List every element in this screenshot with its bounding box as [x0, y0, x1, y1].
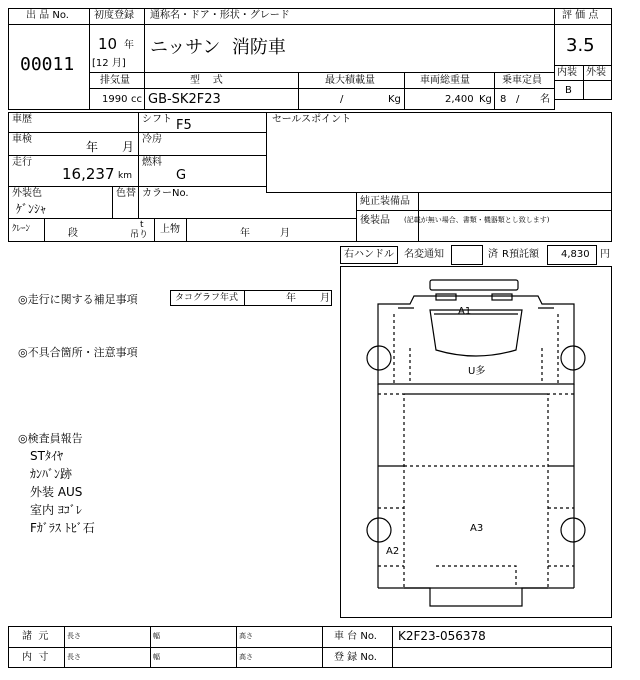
capacity-value: 8: [500, 94, 507, 105]
score-label: 評 価 点: [562, 10, 599, 21]
diagram-mark-a1: A1: [458, 306, 472, 317]
first-reg-month: [12 月]: [92, 58, 126, 69]
aftermarket-note: (記載が無い場合、書類・機器類とし致します): [404, 216, 550, 224]
report-line-5: Fｶﾞﾗｽ ﾄﾋﾞ石: [30, 521, 95, 535]
tachograph-year-unit: 年: [286, 293, 296, 304]
diagram-mark-a2: A2: [386, 546, 400, 557]
first-reg-year-unit: 年: [124, 40, 134, 51]
recycle-unit: 円: [600, 249, 610, 260]
recycle-label: R預託額: [502, 249, 539, 260]
footer-row2-label: 内 寸: [22, 652, 49, 663]
lift-year-unit: 年: [240, 228, 250, 239]
name-change-box: [451, 245, 483, 265]
inspection-year-unit: 年: [86, 140, 99, 154]
footer-height-label-1: 高さ: [239, 632, 253, 640]
exterior-label: 外装: [586, 67, 606, 78]
crane-stage-unit: 段: [68, 228, 78, 239]
lot-label: 出 品 No.: [26, 10, 69, 21]
report-line-1: STﾀｲﾔ: [30, 449, 63, 463]
model-label: 型 式: [190, 75, 223, 86]
gross-weight-value: 2,400: [445, 94, 474, 105]
tachograph-month-unit: 月: [320, 293, 330, 304]
displacement-value: 1990: [102, 94, 128, 105]
driving-notes-heading: ◎走行に関する補足事項: [18, 293, 138, 306]
footer-width-label-2: 幅: [153, 653, 160, 661]
inspection-label: 車検: [12, 134, 32, 145]
lift-month-unit: 月: [280, 228, 290, 239]
capacity-label: 乗車定員: [502, 75, 542, 86]
first-reg-year: 10: [98, 35, 118, 53]
capacity-sep: /: [516, 94, 520, 105]
diagram-mark-a3: A3: [470, 523, 484, 534]
interior-label: 内装: [557, 67, 577, 78]
name-change-label: 名変通知: [404, 249, 444, 260]
defects-heading: ◎不具合箇所・注意事項: [18, 346, 138, 359]
name-label: 通称名・ドア・形状・グレード: [150, 10, 290, 21]
capacity-unit: 名: [540, 94, 550, 105]
fuel-value: G: [176, 168, 187, 183]
color-change-label: 色替: [116, 188, 136, 199]
vehicle-name: ニッサン 消防車: [150, 37, 286, 58]
interior-grade: B: [565, 85, 572, 96]
footer-row1-label: 諸 元: [22, 631, 49, 642]
mileage-label: 走行: [12, 157, 32, 168]
shift-label: シフト: [142, 114, 172, 125]
inspection-month-unit: 月: [122, 140, 135, 154]
gross-weight-unit: Kg: [479, 94, 492, 105]
chassis-label: 車 台 No.: [334, 631, 377, 642]
shift-value: F5: [176, 118, 192, 133]
model-value: GB-SK2F23: [148, 92, 221, 107]
aftermarket-label: 後装品: [360, 215, 390, 226]
crane-ton-unit: t: [140, 220, 144, 230]
rhd-label: 右ハンドル: [344, 249, 394, 260]
displacement-label: 排気量: [100, 75, 130, 86]
crane-hang-unit: 吊り: [130, 230, 149, 240]
footer-length-label-2: 長さ: [67, 653, 81, 661]
tachograph-label: タコグラフ年式: [175, 293, 239, 303]
report-line-2: ｶﾝﾊﾞﾝ跡: [30, 467, 73, 481]
footer-width-label-1: 幅: [153, 632, 160, 640]
genuine-equip-label: 純正装備品: [360, 196, 410, 207]
recycle-value: 4,830: [561, 249, 590, 260]
exterior-color-value: ｹﾞﾝｼｬ: [16, 202, 47, 216]
exterior-color-label: 外装色: [12, 188, 42, 199]
max-load-value: /: [340, 94, 344, 105]
lot-number: 00011: [20, 54, 75, 75]
vehicle-diagram: [340, 266, 612, 618]
history-label: 車歴: [12, 114, 32, 125]
color-no-label: カラーNo.: [142, 188, 189, 199]
max-load-label: 最大積載量: [325, 75, 375, 86]
chassis-value: K2F23-056378: [398, 629, 486, 643]
crane-label: ｸﾚｰﾝ: [12, 224, 31, 234]
report-line-3: 外装 AUS: [30, 485, 83, 499]
registration-label: 登 録 No.: [334, 652, 377, 663]
mileage-unit: km: [118, 171, 132, 181]
gross-weight-label: 車両総重量: [420, 75, 470, 86]
footer-length-label-1: 長さ: [67, 632, 81, 640]
sales-point-label: セールスポイント: [272, 114, 352, 125]
mileage-value: 16,237: [62, 165, 115, 183]
fuel-label: 燃料: [142, 157, 162, 168]
score-value: 3.5: [566, 35, 595, 56]
inspector-report-heading: ◎検査員報告: [18, 432, 83, 445]
first-reg-label: 初度登録: [94, 10, 134, 21]
aircon-label: 冷房: [142, 134, 162, 145]
displacement-unit: cc: [131, 94, 142, 105]
max-load-unit: Kg: [388, 94, 401, 105]
recycle-mark: 済: [488, 249, 498, 260]
footer-height-label-2: 高さ: [239, 653, 253, 661]
report-line-4: 室内 ﾖｺﾞﾚ: [30, 503, 82, 517]
lift-label: 上物: [160, 224, 180, 235]
diagram-mark-u: U多: [468, 366, 486, 377]
